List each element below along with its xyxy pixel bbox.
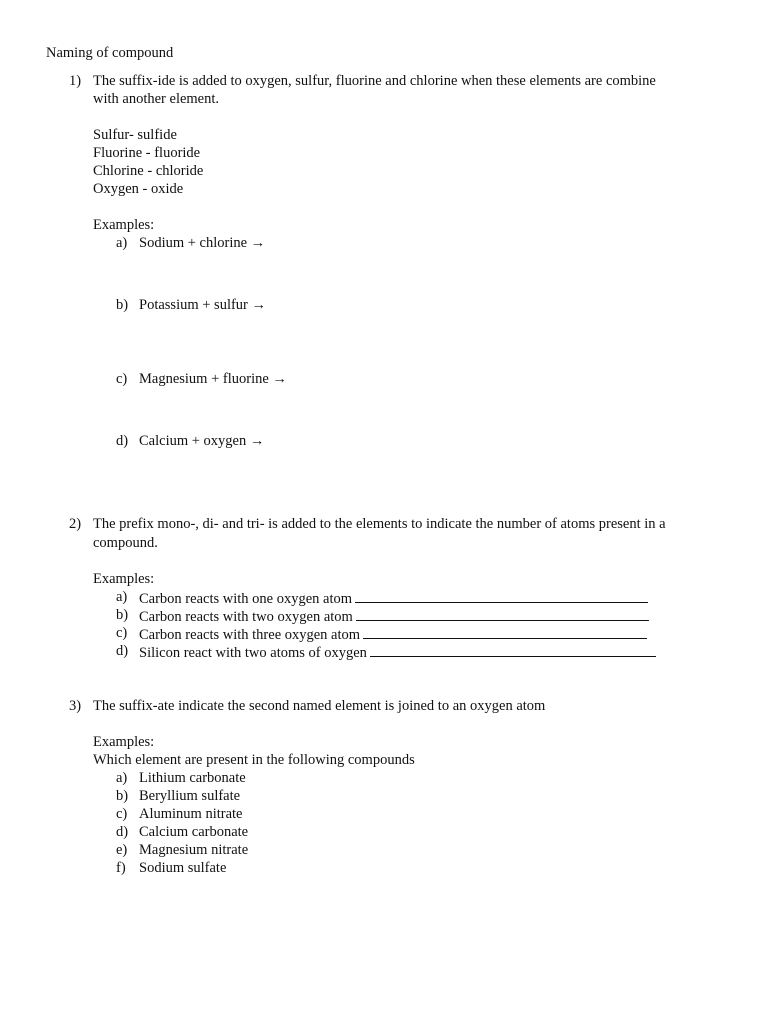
answer-blank-b[interactable] xyxy=(356,606,649,621)
section-3-item-e-letter: e) xyxy=(116,842,128,858)
section-3-question: Which element are present in the following compounds xyxy=(93,752,415,768)
section-2-item-c xyxy=(139,624,647,644)
section-3-item-d-text: Calcium carbonate xyxy=(139,824,249,840)
section-2-text-line-1: The prefix mono-, di- and tri- is added to the elements to indicate the number of atoms present in a xyxy=(93,516,666,532)
section-2-item-d-text: Silicon react with two atoms of oxygen xyxy=(139,645,367,661)
section-2-item-a-text: Carbon reacts with one oxygen atom xyxy=(139,591,353,607)
section-2-item-b xyxy=(139,606,649,626)
section-1-item-a-letter: a) xyxy=(116,235,128,251)
section-1-text-line-1: The suffix-ide is added to oxygen, sulfur, fluorine and chlorine when these elements are combine xyxy=(93,73,656,89)
section-2-item-c-letter: c) xyxy=(116,625,128,641)
suffix-pair-fluorine: Fluorine - fluoride xyxy=(93,145,201,161)
section-3-item-c-letter: c) xyxy=(116,806,128,822)
section-2-item-a-letter: a) xyxy=(116,589,128,605)
section-3-item-f-text: Sodium sulfate xyxy=(139,860,227,876)
section-3-item-b-text: Beryllium sulfate xyxy=(139,788,241,804)
section-2-item-d-letter: d) xyxy=(116,643,129,659)
section-1-item-c-letter: c) xyxy=(116,371,128,387)
section-1-number: 1) xyxy=(69,73,82,89)
answer-blank-a[interactable] xyxy=(355,588,648,603)
section-3-number: 3) xyxy=(69,698,82,714)
section-1-item-d-text: Calcium + oxygen → xyxy=(139,433,265,449)
section-1-item-a-text: Sodium + chlorine → xyxy=(139,235,266,251)
section-3-item-d-letter: d) xyxy=(116,824,129,840)
section-3-item-c-text: Aluminum nitrate xyxy=(139,806,243,822)
section-1-examples-label: Examples: xyxy=(93,217,155,233)
suffix-pair-oxygen: Oxygen - oxide xyxy=(93,181,184,197)
section-2-text-line-2: compound. xyxy=(93,535,158,551)
suffix-pair-sulfur: Sulfur- sulfide xyxy=(93,127,177,143)
section-1-text-line-2: with another element. xyxy=(93,91,220,107)
section-2-item-a xyxy=(139,588,648,608)
section-2-item-b-letter: b) xyxy=(116,607,129,623)
section-1-item-b-letter: b) xyxy=(116,297,129,313)
section-2-item-b-text: Carbon reacts with two oxygen atom xyxy=(139,609,353,625)
section-3-item-a-letter: a) xyxy=(116,770,128,786)
section-3-item-e-text: Magnesium nitrate xyxy=(139,842,249,858)
section-2-examples-label: Examples: xyxy=(93,571,155,587)
section-2-item-d xyxy=(139,642,656,662)
answer-blank-c[interactable] xyxy=(363,624,647,639)
document-title: Naming of compound xyxy=(46,45,174,61)
section-2-item-c-text: Carbon reacts with three oxygen atom xyxy=(139,627,361,643)
answer-blank-d[interactable] xyxy=(370,642,656,657)
section-1-item-d-letter: d) xyxy=(116,433,129,449)
section-1-item-b-text: Potassium + sulfur → xyxy=(139,297,267,313)
section-3-item-b-letter: b) xyxy=(116,788,129,804)
section-2-number: 2) xyxy=(69,516,82,532)
section-3-text-line-1: The suffix-ate indicate the second named element is joined to an oxygen atom xyxy=(93,698,546,714)
section-3-examples-label: Examples: xyxy=(93,734,155,750)
section-3-item-a-text: Lithium carbonate xyxy=(139,770,246,786)
suffix-pair-chlorine: Chlorine - chloride xyxy=(93,163,204,179)
section-3-item-f-letter: f) xyxy=(116,860,126,876)
section-1-item-c-text: Magnesium + fluorine → xyxy=(139,371,287,387)
